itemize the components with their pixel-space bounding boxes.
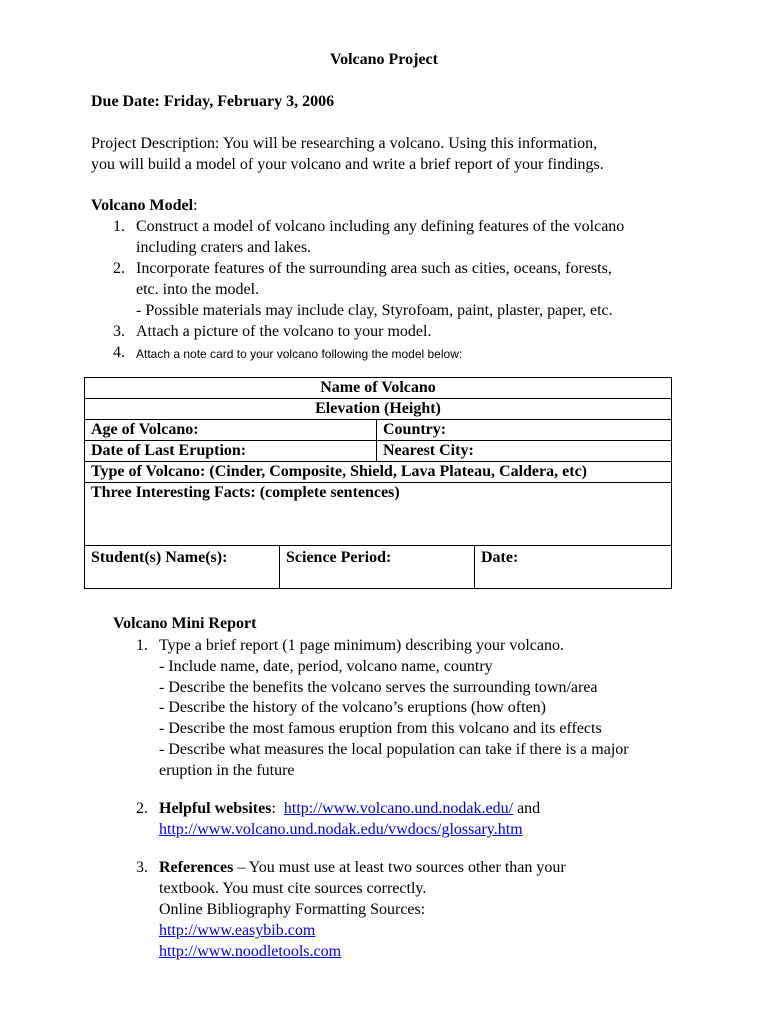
helpful-websites-label: Helpful websites: [159, 800, 272, 817]
report-item-1-line: eruption in the future: [159, 762, 295, 779]
report-item-2-number: 2.: [136, 800, 148, 817]
model-item-3-number: 3.: [113, 323, 125, 340]
table-row: [85, 378, 672, 399]
model-heading-label: Volcano Model: [91, 197, 194, 214]
model-item-1-line-2: including craters and lakes.: [136, 239, 312, 256]
card-last-eruption: Date of Last Eruption:: [85, 441, 377, 462]
document-title: Volcano Project: [330, 51, 438, 68]
card-elevation: Elevation (Height): [85, 399, 672, 420]
references-label: References: [159, 859, 234, 876]
report-item-3-number: 3.: [136, 859, 148, 876]
card-facts: Three Interesting Facts: (complete sentences): [85, 483, 672, 546]
table-row: [85, 399, 672, 420]
report-item-1-line: - Describe the benefits the volcano serves the surrounding town/area: [159, 679, 598, 696]
model-item-2-number: 2.: [113, 260, 125, 277]
table-row: [85, 483, 672, 546]
table-row: [85, 441, 672, 462]
references-line-2: textbook. You must cite sources correctly.: [159, 880, 427, 897]
card-volcano-name: Name of Volcano: [85, 378, 672, 399]
volcano-site-link[interactable]: http://www.volcano.und.nodak.edu/: [283, 800, 514, 817]
model-item-2-line-3: - Possible materials may include clay, Styrofoam, paint, plaster, paper, etc.: [136, 302, 613, 319]
easybib-link[interactable]: http://www.easybib.com: [159, 922, 316, 939]
noodletools-link[interactable]: http://www.noodletools.com: [159, 943, 342, 960]
report-item-1-line: - Include name, date, period, volcano name, country: [159, 658, 493, 675]
report-item-1-number: 1.: [136, 637, 148, 654]
report-item-1-line: - Describe the history of the volcano’s eruptions (how often): [159, 699, 547, 716]
and-text: and: [517, 800, 541, 817]
description-line-2: you will build a model of your volcano and write a brief report of your findings.: [91, 156, 604, 173]
model-item-1-number: 1.: [113, 218, 125, 235]
helpful-websites-colon: :: [271, 800, 276, 817]
model-item-4-line-1: Attach a note card to your volcano following the model below:: [136, 347, 463, 361]
card-date: Date:: [475, 546, 672, 589]
report-heading: Volcano Mini Report: [113, 615, 257, 632]
model-item-2-line-2: etc. into the model.: [136, 281, 260, 298]
model-heading-colon: :: [193, 197, 198, 214]
model-item-3-line-1: Attach a picture of the volcano to your model.: [136, 323, 432, 340]
card-science-period: Science Period:: [280, 546, 475, 589]
note-card-table: [84, 377, 672, 589]
card-country: Country:: [377, 420, 672, 441]
glossary-link[interactable]: http://www.volcano.und.nodak.edu/vwdocs/glossary.htm: [159, 821, 523, 838]
references-line-3: Online Bibliography Formatting Sources:: [159, 901, 426, 918]
references-line-1: [159, 857, 566, 878]
description-line-1: Project Description: You will be researching a volcano. Using this information,: [91, 135, 598, 152]
card-students: Student(s) Name(s):: [85, 546, 280, 589]
model-item-1-line-1: Construct a model of volcano including any defining features of the volcano: [136, 218, 625, 235]
card-volcano-type: Type of Volcano: (Cinder, Composite, Shield, Lava Plateau, Caldera, etc): [85, 462, 672, 483]
due-date: Due Date: Friday, February 3, 2006: [91, 93, 335, 110]
card-nearest-city: Nearest City:: [377, 441, 672, 462]
card-age: Age of Volcano:: [85, 420, 377, 441]
report-item-1-line: - Describe the most famous eruption from this volcano and its effects: [159, 720, 602, 737]
table-row: [85, 462, 672, 483]
model-item-4-number: 4.: [113, 344, 125, 361]
references-text-1: – You must use at least two sources other than your: [233, 859, 566, 876]
report-item-1-line: - Describe what measures the local population can take if there is a major: [159, 741, 629, 758]
model-heading: [91, 195, 198, 216]
helpful-websites-line: [159, 798, 540, 819]
model-item-2-line-1: Incorporate features of the surrounding area such as cities, oceans, forests,: [136, 260, 612, 277]
table-row: [85, 420, 672, 441]
table-row: [85, 546, 672, 589]
report-item-1-line: Type a brief report (1 page minimum) describing your volcano.: [159, 637, 564, 654]
